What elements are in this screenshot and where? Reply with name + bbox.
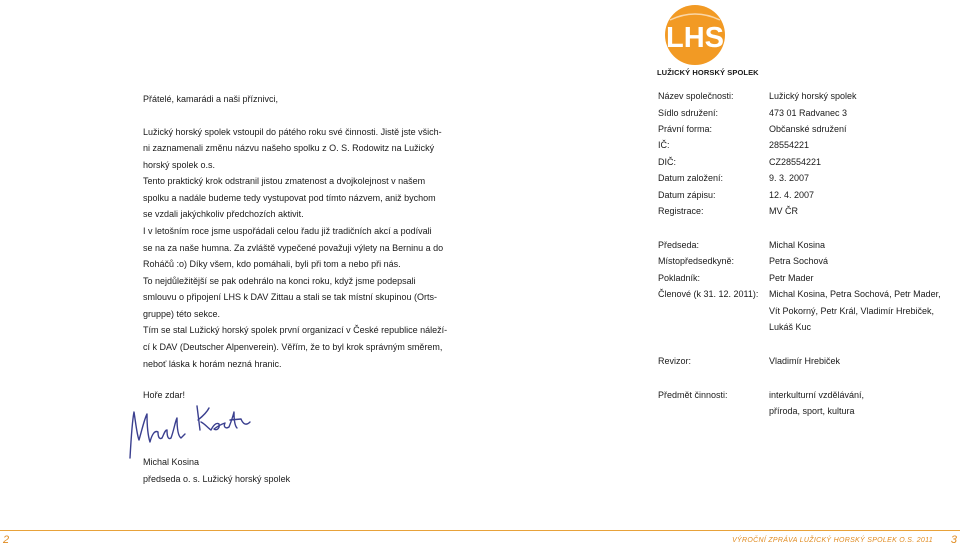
info-label: DIČ: <box>658 157 676 167</box>
info-label: Datum založení: <box>658 173 724 183</box>
logo-caption: LUŽICKÝ HORSKÝ SPOLEK <box>657 68 759 77</box>
info-value: MV ČR <box>769 206 798 216</box>
letter-line: smlouvu o připojení LHS k DAV Zittau a stali se tak místní skupinou (Orts- <box>143 292 437 302</box>
info-value: Občanské sdružení <box>769 124 847 134</box>
handwritten-signature <box>125 400 260 462</box>
letter-line: To nejdůležitější se pak odehrálo na konci roku, když jsme podepsali <box>143 276 416 286</box>
info-label: Členové (k 31. 12. 2011): <box>658 289 759 299</box>
info-value: 473 01 Radvanec 3 <box>769 108 848 118</box>
logo-text: LHS <box>666 22 724 54</box>
info-value: Petra Sochová <box>769 256 829 266</box>
info-value: 12. 4. 2007 <box>769 190 815 200</box>
info-label: Právní forma: <box>658 124 713 134</box>
info-label: Pokladník: <box>658 273 701 283</box>
letter-line: gruppe) této sekce. <box>143 309 221 319</box>
info-value: Lukáš Kuc <box>769 322 812 332</box>
letter-line: neboť láska k horám nezná hranic. <box>143 359 282 369</box>
letter-line: se vzdali jakýchkoliv předchozích aktivit. <box>143 209 304 219</box>
info-label: Datum zápisu: <box>658 190 716 200</box>
info-label: Registrace: <box>658 206 704 216</box>
info-label: Předmět činnosti: <box>658 390 728 400</box>
info-label: Revizor: <box>658 356 692 366</box>
letter-line: Tím se stal Lužický horský spolek první organizací v České republice náleží- <box>143 325 448 335</box>
info-value: CZ28554221 <box>769 157 822 167</box>
signer-role: předseda o. s. Lužický horský spolek <box>143 474 291 484</box>
info-label: IČ: <box>658 140 670 150</box>
letter-line: Přátelé, kamarádi a naši příznivci, <box>143 94 279 104</box>
letter-line: cí k DAV (Deutscher Alpenverein). Věřím, že to byl krok správným směrem, <box>143 342 443 352</box>
letter-line: se na za naše humna. Za zvláště vypečené považuji výlety na Berninu a do <box>143 243 444 253</box>
letter-line: Roháčů :o) Díky všem, kdo pomáhali, byli při tom a nebo při nás. <box>143 259 401 269</box>
info-value: příroda, sport, kultura <box>769 406 855 416</box>
footer-rule <box>0 530 960 531</box>
info-label: Místopředsedkyně: <box>658 256 735 266</box>
footer-title: VÝROČNÍ ZPRÁVA LUŽICKÝ HORSKÝ SPOLEK O.S. 2011 <box>732 537 933 544</box>
info-value: Petr Mader <box>769 273 814 283</box>
info-value: Michal Kosina <box>769 240 826 250</box>
info-value: Vladimír Hrebiček <box>769 356 841 366</box>
greeting: Hoře zdar! <box>143 390 186 400</box>
letter-line: ni zaznamenali změnu názvu našeho spolku z O. S. Rodowitz na Lužický <box>143 143 435 153</box>
letter-line: Tento praktický krok odstranil jistou zmatenost a dvojkolejnost v našem <box>143 176 426 186</box>
letter-line: spolku a nadále budeme tedy vystupovat pod tímto názvem, aniž bychom <box>143 193 436 203</box>
letter-line: I v letošním roce jsme uspořádali celou řadu již tradičních akcí a podívali <box>143 226 432 236</box>
page-number-right: 3 <box>950 534 957 546</box>
info-value: 28554221 <box>769 140 810 150</box>
letter-line: Lužický horský spolek vstoupil do pátého roku své činnosti. Jistě jste všich- <box>143 127 442 137</box>
info-label: Název společnosti: <box>658 91 734 101</box>
info-value: Vít Pokorný, Petr Král, Vladimír Hrebiček, <box>769 306 935 316</box>
lhs-logo <box>654 2 759 78</box>
info-value: interkulturní vzdělávání, <box>769 390 865 400</box>
info-value: Michal Kosina, Petra Sochová, Petr Mader, <box>769 289 941 299</box>
info-value: 9. 3. 2007 <box>769 173 810 183</box>
info-label: Sídlo sdružení: <box>658 108 719 118</box>
letter-line: horský spolek o.s. <box>143 160 216 170</box>
signer-name: Michal Kosina <box>143 457 200 467</box>
page-number-left: 2 <box>3 534 10 546</box>
info-value: Lužický horský spolek <box>769 91 857 101</box>
info-label: Předseda: <box>658 240 700 250</box>
